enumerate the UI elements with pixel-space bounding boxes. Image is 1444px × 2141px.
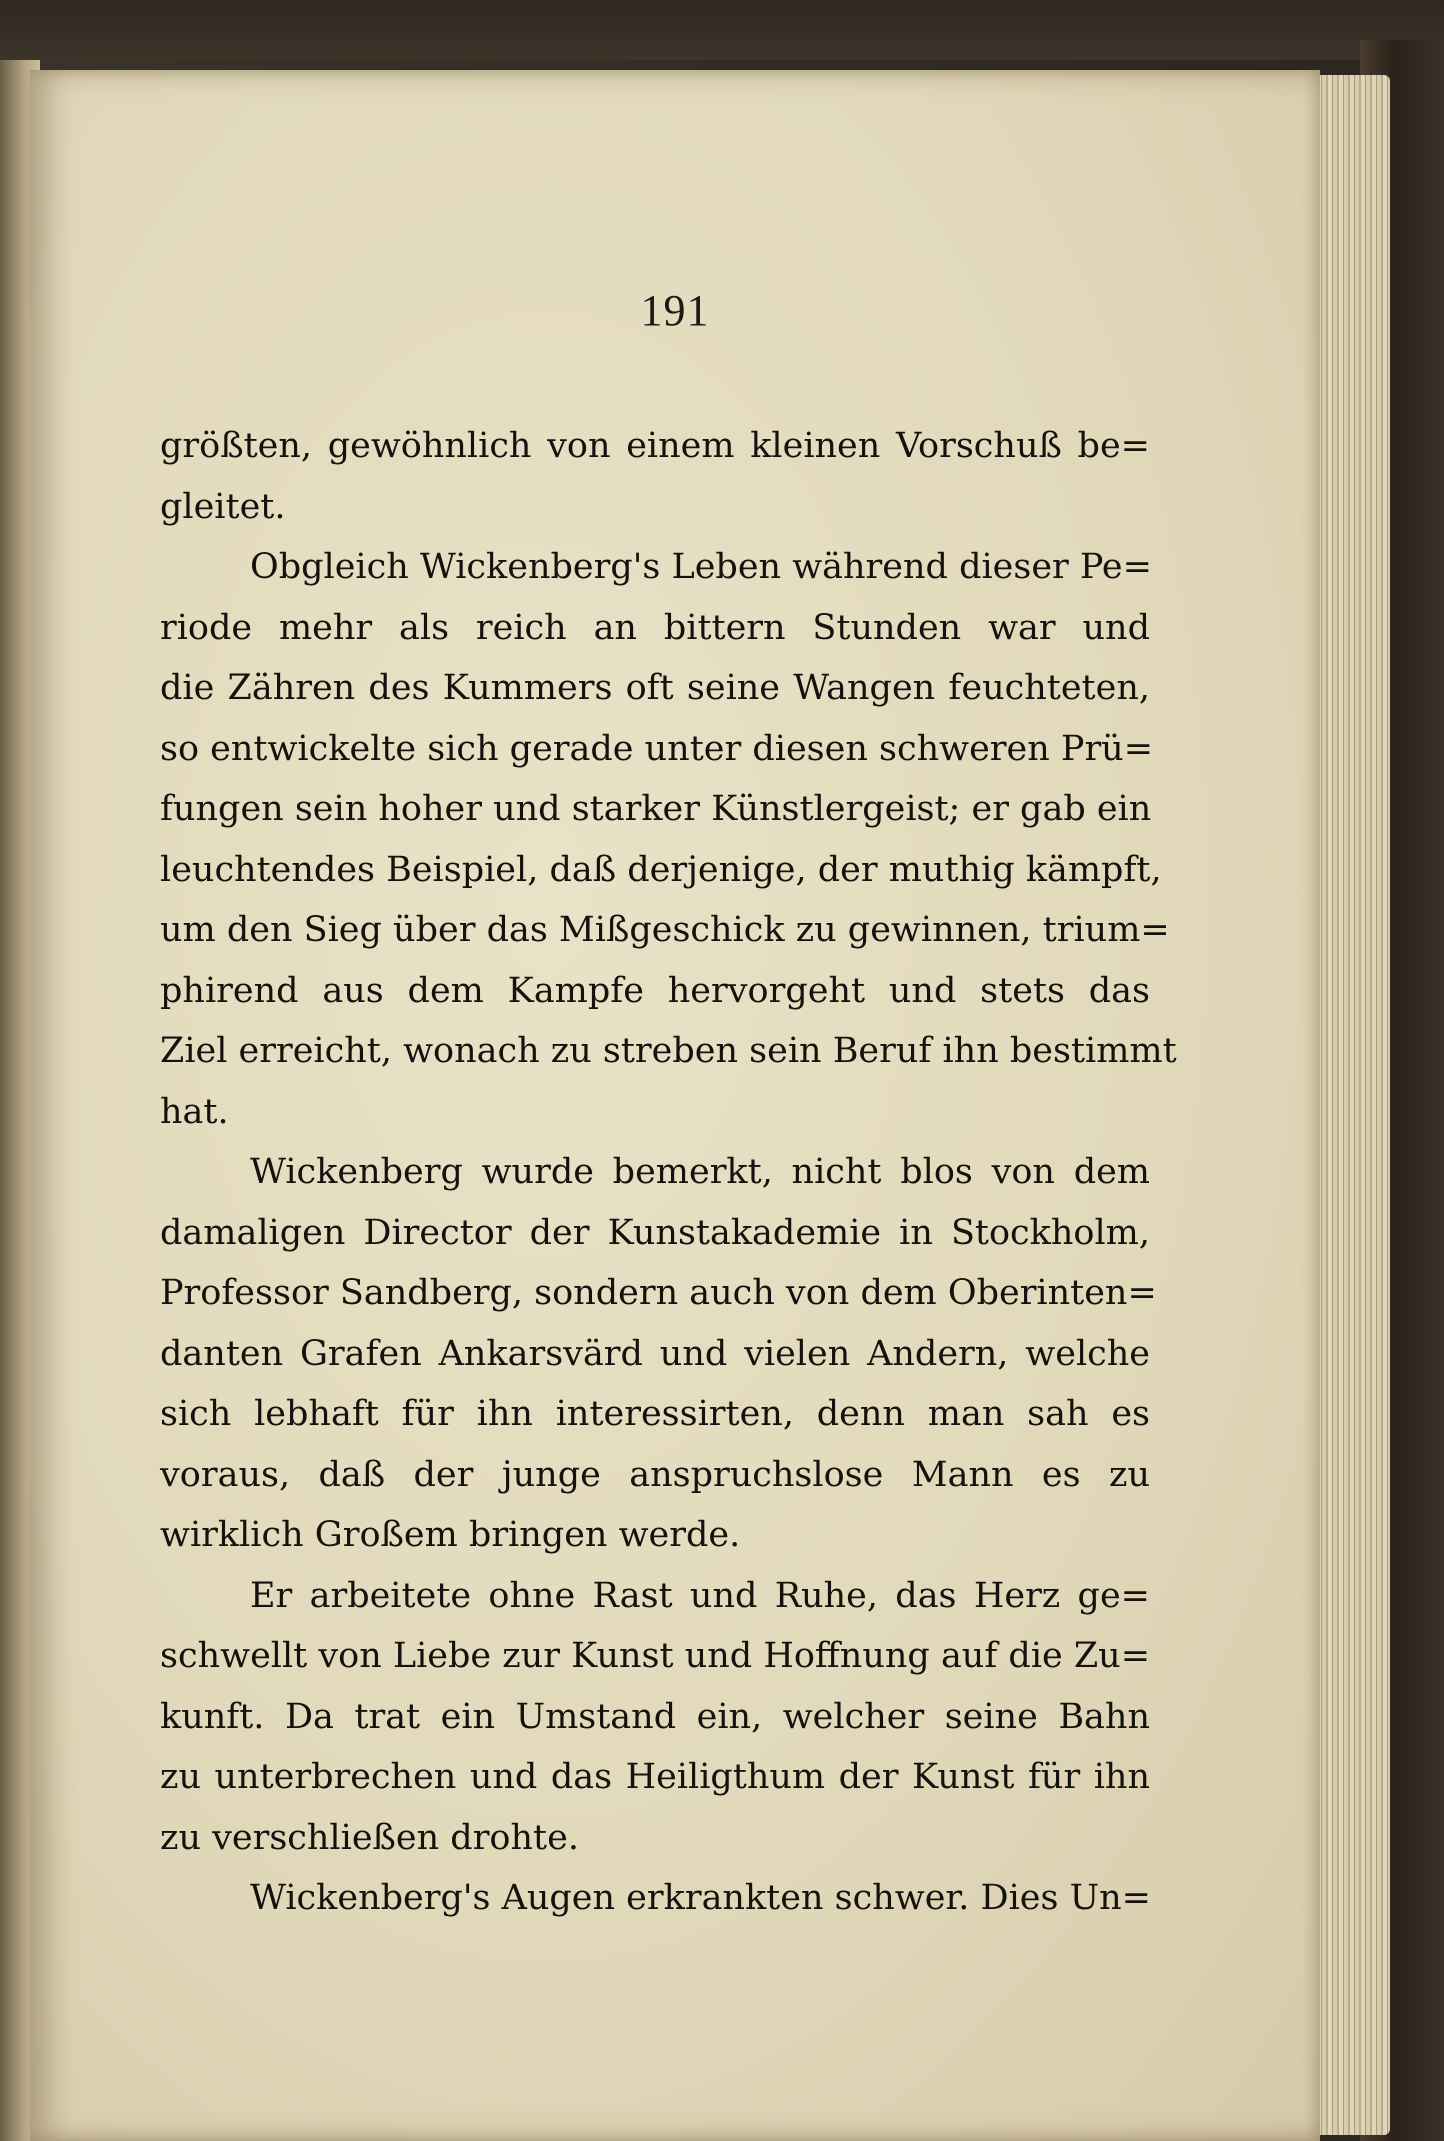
book-cover-top [0,0,1444,60]
text-line: damaligen Director der Kunstakademie in Stockholm, [160,1212,1150,1253]
text-line: Er arbeitete ohne Rast und Ruhe, das Herz ge= [250,1575,1150,1616]
text-line: die Zähren des Kummers oft seine Wangen feuchteten, [160,668,1150,708]
text-line: leuchtendes Beispiel, daß derjenige, der muthig kämpft, [160,849,1162,890]
text-line: riode mehr als reich an bittern Stunden war und [160,607,1150,648]
text-line: hat. [160,1091,229,1132]
text-line: gleitet. [160,486,286,527]
body-text [160,416,1177,1929]
text-line: wirklich Großem bringen werde. [160,1515,741,1555]
text-line: zu unterbrechen und das Heiligthum der Kunst für ihn [160,1757,1150,1797]
page-number: 191 [640,286,710,335]
text-line: voraus, daß der junge anspruchslose Mann es zu [160,1454,1150,1495]
text-line: phirend aus dem Kampfe hervorgeht und stets das [160,970,1150,1011]
text-line: größten, gewöhnlich von einem kleinen Vorschuß be= [160,426,1150,466]
paragraph [160,1566,1150,1869]
paragraph [160,416,1150,537]
text-line: fungen sein hoher und starker Künstlergeist; er gab ein [160,789,1152,829]
paragraph [160,537,1177,1142]
text-line: Wickenberg wurde bemerkt, nicht blos von dem [250,1152,1150,1192]
text-line: danten Grafen Ankarsvärd und vielen Andern, welche [160,1333,1150,1374]
text-line: Professor Sandberg, sondern auch von dem Oberinten= [160,1273,1157,1313]
text-line: schwellt von Liebe zur Kunst und Hoffnung auf die Zu= [160,1636,1151,1676]
text-line: Obgleich Wickenberg's Leben während dieser Pe= [250,547,1152,587]
text-line: kunft. Da trat ein Umstand ein, welcher seine Bahn [160,1696,1150,1737]
book-page [30,70,1320,2141]
text-line: Ziel erreicht, wonach zu streben sein Beruf ihn bestimmt [160,1031,1177,1071]
paragraph [160,1142,1157,1566]
text-line: Wickenberg's Augen erkrankten schwer. Dies Un= [250,1878,1151,1918]
text-line: zu verschließen drohte. [160,1817,579,1858]
text-line: so entwickelte sich gerade unter diesen schweren Prü= [160,728,1154,769]
paragraph [160,1868,1150,1929]
text-line: sich lebhaft für ihn interessirten, denn man sah es [160,1394,1150,1434]
text-line: um den Sieg über das Mißgeschick zu gewinnen, trium= [160,910,1170,950]
